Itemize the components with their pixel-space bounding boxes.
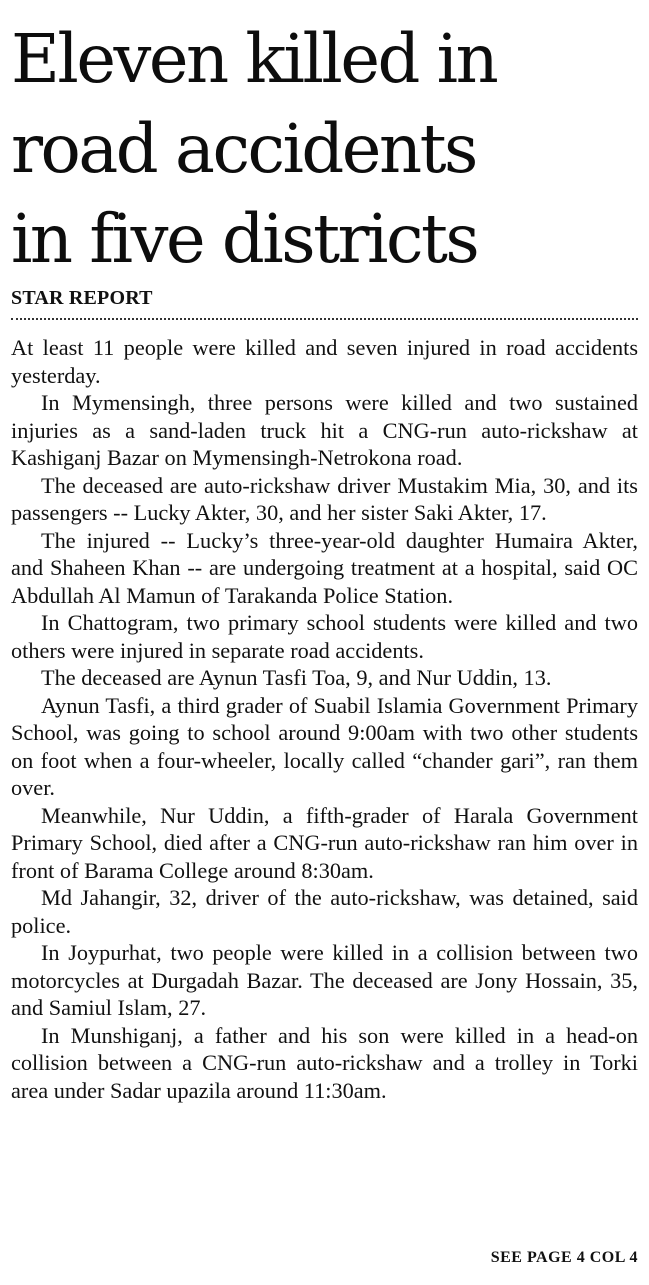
headline (11, 0, 638, 284)
continued-on-page-note: SEE PAGE 4 COL 4 (490, 1249, 638, 1266)
paragraph: The deceased are Aynun Tasfi Toa, 9, and Nur Uddin, 13. (41, 665, 552, 690)
news-article (11, 0, 638, 1104)
byline: STAR REPORT (11, 286, 638, 320)
paragraph: In Chattogram, two primary school students were killed and two others were injured in separate road accidents. (11, 610, 638, 663)
headline-line: Eleven killed in (11, 20, 497, 98)
paragraph: At least 11 people were killed and seven injured in road accidents yesterday. (11, 335, 638, 388)
headline-line: road accidents (11, 110, 476, 188)
paragraph: Aynun Tasfi, a third grader of Suabil Islamia Government Primary School, was going to school around 9:00am with two other students on foot when a four-wheeler, locally called “chander gari”, ran them over. (11, 692, 638, 800)
article-body (11, 334, 638, 1104)
paragraph: The deceased are auto-rickshaw driver Mustakim Mia, 30, and its passengers -- Lucky Akter, 30, and her sister Saki Akter, 17. (11, 472, 638, 525)
paragraph: Meanwhile, Nur Uddin, a fifth-grader of Harala Government Primary School, died after a CNG-run auto-rickshaw ran him over in front of Barama College around 8:30am. (11, 802, 638, 883)
paragraph: In Joypurhat, two people were killed in a collision between two motorcycles at Durgadah Bazar. The deceased are Jony Hossain, 35, and Samiul Islam, 27. (11, 940, 638, 1020)
paragraph: In Munshiganj, a father and his son were killed in a head-on collision between a CNG-run auto-rickshaw and a trolley in Torki area under Sadar upazila around 11:30am. (11, 1022, 638, 1103)
paragraph: Md Jahangir, 32, driver of the auto-rickshaw, was detained, said police. (11, 885, 638, 938)
paragraph: The injured -- Lucky’s three-year-old daughter Humaira Akter, and Shaheen Khan -- are undergoing treatment at a hospital, said OC Abdullah Al Mamun of Tarakanda Police Station. (11, 527, 638, 608)
headline-line: in five districts (11, 200, 478, 278)
paragraph: In Mymensingh, three persons were killed and two sustained injuries as a sand-laden truck hit a CNG-run auto-rickshaw at Kashiganj Bazar on Mymensingh-Netrokona road. (11, 390, 638, 470)
